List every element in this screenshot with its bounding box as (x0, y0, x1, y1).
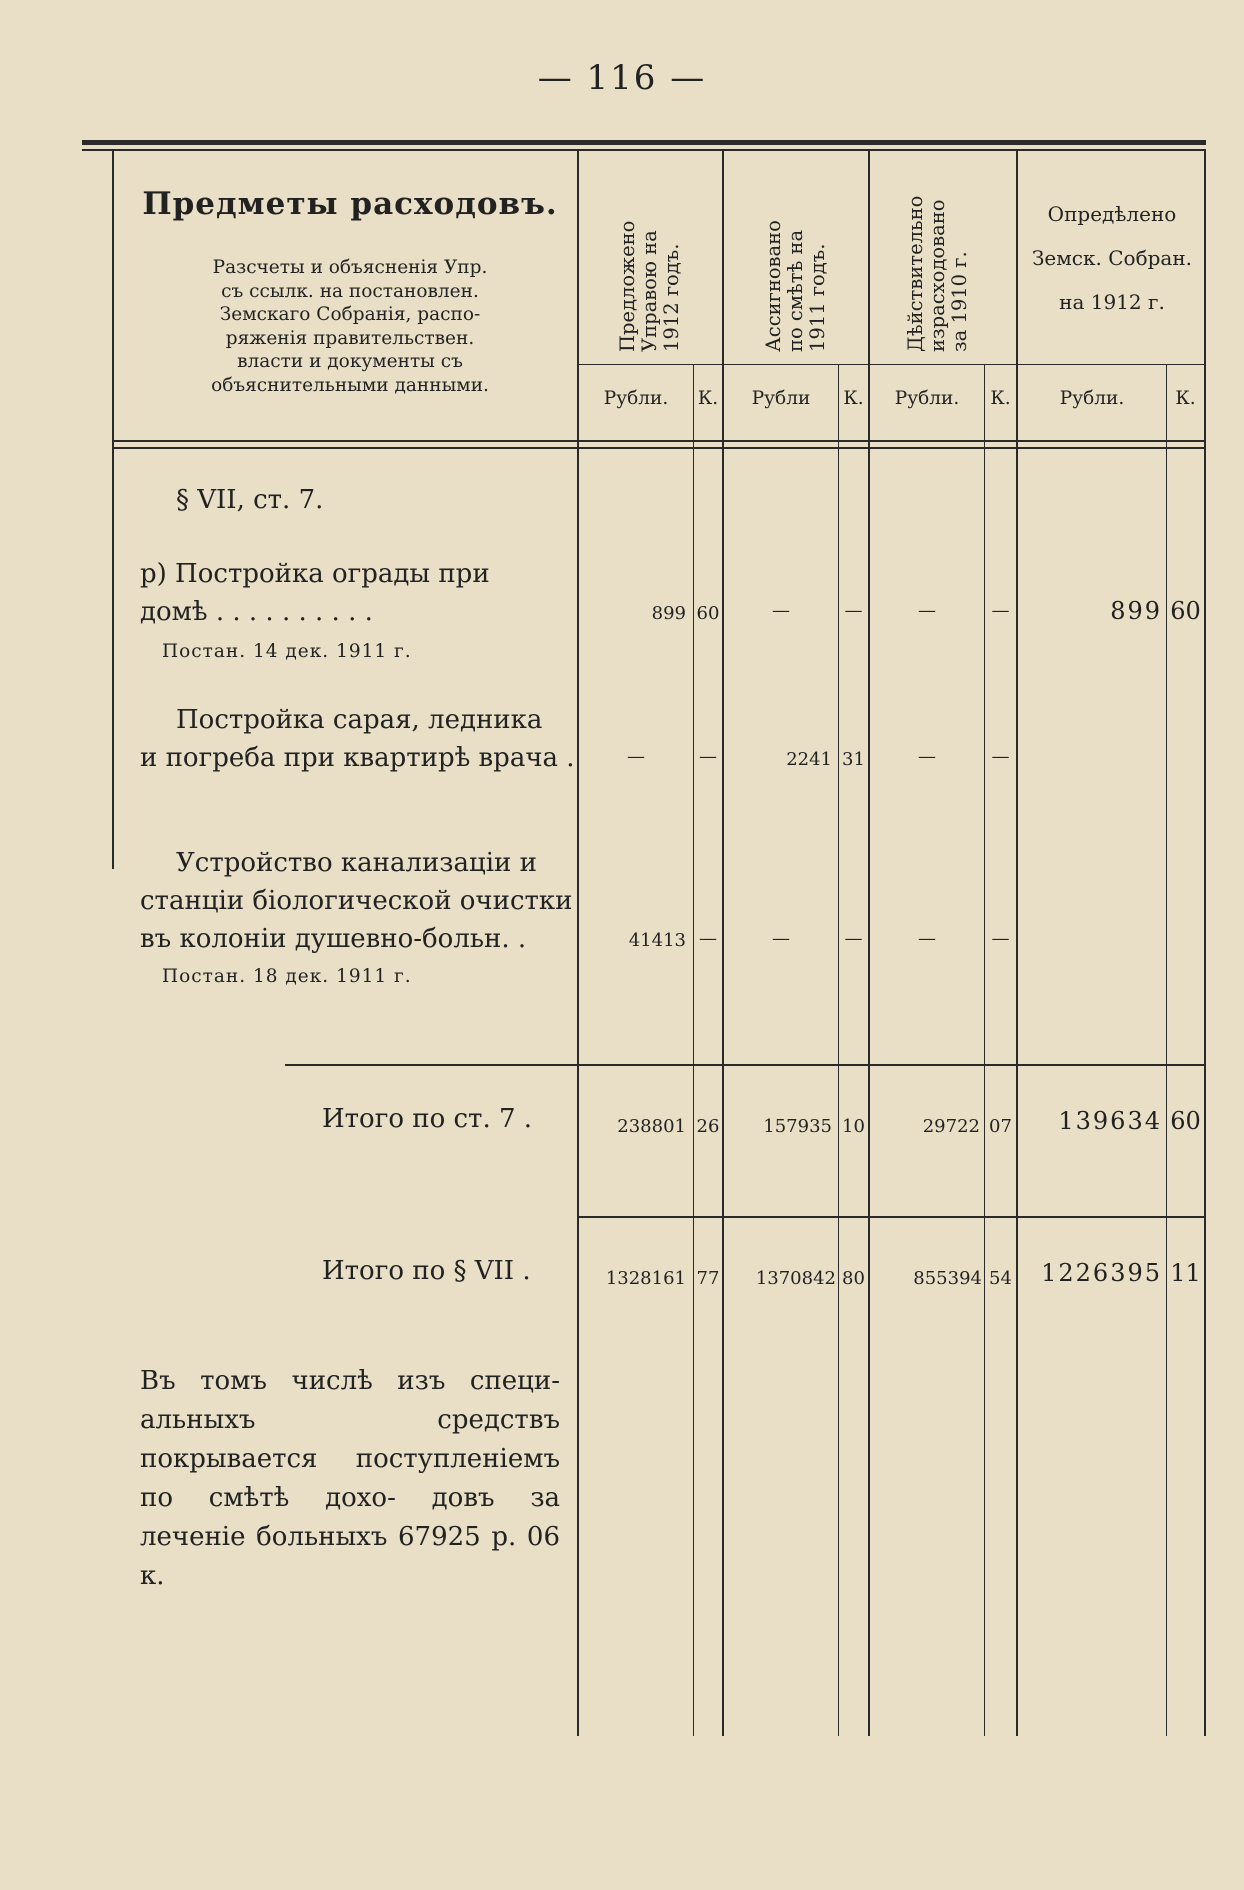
total-st7-rule (285, 1064, 1206, 1066)
row1-col1-kop: 60 (696, 603, 720, 624)
total-par7-col1-rub: 1328161 (605, 1268, 686, 1289)
unit-rub-1: Рубли. (603, 388, 669, 409)
col-header-line: по смѣтѣ на (784, 229, 807, 352)
row1-col3-kop: — (991, 600, 1010, 621)
unit-kop-3: К. (990, 388, 1011, 409)
total-st7-label: Итого по ст. 7 . (322, 1104, 533, 1134)
unit-kop-2: К. (843, 388, 864, 409)
col-line-b-kop (838, 364, 839, 1736)
unit-rub-4: Рубли. (1059, 388, 1125, 409)
row3-col1-kop: — (699, 928, 717, 949)
unit-rub-2: Рубли (751, 388, 811, 409)
desc-line: Разсчеты и объясненія Упр. (212, 257, 488, 278)
row1-line2: домѣ . . . . . . . . . . (140, 597, 373, 627)
desc-line: объяснительными данными. (211, 374, 489, 396)
row2-col3-kop: — (991, 746, 1010, 767)
col-line-c-kop (984, 364, 985, 1736)
row2-col1-kop: — (699, 746, 717, 767)
row3-col3-kop: — (991, 928, 1010, 949)
row1-col3-rub: — (918, 600, 936, 621)
total-par7-col4-rub: 1226395 (1041, 1259, 1162, 1287)
total-par7-label: Итого по § VII . (322, 1256, 531, 1286)
desc-line: Земскаго Собранія, распо- (219, 304, 481, 325)
items-column-title: Предметы расходовъ. (142, 186, 558, 222)
row3-reference: Постан. 18 дек. 1911 г. (162, 966, 412, 987)
total-par7-col1-kop: 77 (696, 1268, 720, 1289)
col-header-line: на 1912 г. (1059, 290, 1165, 314)
row3-col2-kop: — (844, 928, 863, 949)
total-par7-col2-rub: 1370842 (755, 1268, 836, 1289)
col-line-a-kop (693, 364, 694, 1736)
page-number: — 116 — (537, 58, 707, 98)
total-st7-col1-kop: 26 (696, 1116, 720, 1137)
row2-line2: и погреба при квартирѣ врача . (140, 743, 575, 773)
row1-col1-rub: 899 (651, 603, 686, 624)
row3-line3: въ колоніи душевно-больн. . (140, 924, 527, 954)
desc-line: ряженія правительствен. (225, 327, 475, 349)
col-header-line: Опредѣлено (1047, 202, 1177, 226)
unit-row-rule (578, 364, 1206, 365)
total-par7-col2-kop: 80 (842, 1268, 865, 1289)
top-rule-thin (82, 149, 1206, 151)
total-st7-col2-rub: 157935 (763, 1116, 832, 1137)
total-par7-col3-rub: 855394 (913, 1268, 982, 1289)
total-par7-rule (578, 1216, 1206, 1218)
col-header-line: 1911 годъ. (806, 243, 829, 352)
total-par7-col3-kop: 54 (989, 1268, 1012, 1289)
total-st7-col4-kop: 60 (1170, 1107, 1201, 1135)
unit-rub-3: Рубли. (894, 388, 960, 409)
col-header-line: Управою на (638, 230, 661, 352)
items-column-description (150, 256, 550, 397)
row2-col3-rub: — (918, 746, 936, 767)
header-separator-2 (112, 447, 1206, 449)
col-header-line: Предложено (616, 220, 639, 352)
col-header-line: Земск. Собран. (1031, 246, 1193, 270)
header-separator (112, 440, 1206, 442)
desc-line: съ ссылк. на постановлен. (221, 280, 479, 302)
col-header-line: 1912 годъ. (660, 243, 683, 352)
total-st7-col3-kop: 07 (989, 1116, 1012, 1137)
total-par7-col4-kop: 11 (1170, 1259, 1201, 1287)
col-header-assigned (763, 220, 829, 352)
total-st7-col1-rub: 238801 (617, 1116, 686, 1137)
col-header-determined (1022, 192, 1202, 324)
desc-line: власти и документы съ (237, 351, 463, 372)
row1-reference: Постан. 14 дек. 1911 г. (162, 641, 412, 662)
row3-line1: Устройство канализаціи и (176, 848, 537, 878)
col-header-line: Дѣйствительно (904, 195, 927, 352)
row3-col2-rub: — (772, 928, 790, 949)
row1-col2-kop: — (844, 600, 863, 621)
row1-col4-kop: 60 (1170, 597, 1201, 625)
col-header-line: Ассигновано (762, 220, 785, 352)
total-st7-col3-rub: 29722 (922, 1116, 980, 1137)
row1-line1: р) Постройка ограды при (140, 559, 490, 589)
top-rule (82, 140, 1206, 145)
row2-col2-rub: 2241 (786, 749, 832, 770)
row1-col4-rub: 899 (1110, 597, 1162, 625)
total-st7-col2-kop: 10 (842, 1116, 865, 1137)
unit-kop-1: К. (697, 388, 719, 409)
col-header-spent (905, 196, 971, 352)
col-header-line: за 1910 г. (948, 251, 971, 352)
row3-col1-rub: 41413 (628, 930, 686, 951)
col-header-proposed (617, 221, 683, 352)
row3-col3-rub: — (918, 928, 936, 949)
row2-col1-rub: — (627, 746, 645, 767)
row3-line2: станціи біологической очистки (140, 886, 573, 916)
row2-col2-kop: 31 (842, 749, 865, 770)
special-funds-note: Въ томъ числѣ изъ специ- альныхъ средствъ покрывается поступленіемъ по смѣтѣ дохо- довъ за леченіе больныхъ 67925 р. 06 к. (140, 1366, 560, 1591)
unit-kop-4: К. (1175, 388, 1196, 409)
row2-line1: Постройка сарая, ледника (176, 705, 543, 735)
col-line-d-kop (1166, 364, 1167, 1736)
row1-col2-rub: — (772, 600, 790, 621)
total-st7-col4-rub: 139634 (1058, 1107, 1162, 1135)
col-line-right (1204, 151, 1206, 1736)
col-line-left (112, 151, 114, 869)
section-heading: § VII, ст. 7. (176, 485, 324, 515)
col-header-line: израсходовано (926, 199, 949, 352)
